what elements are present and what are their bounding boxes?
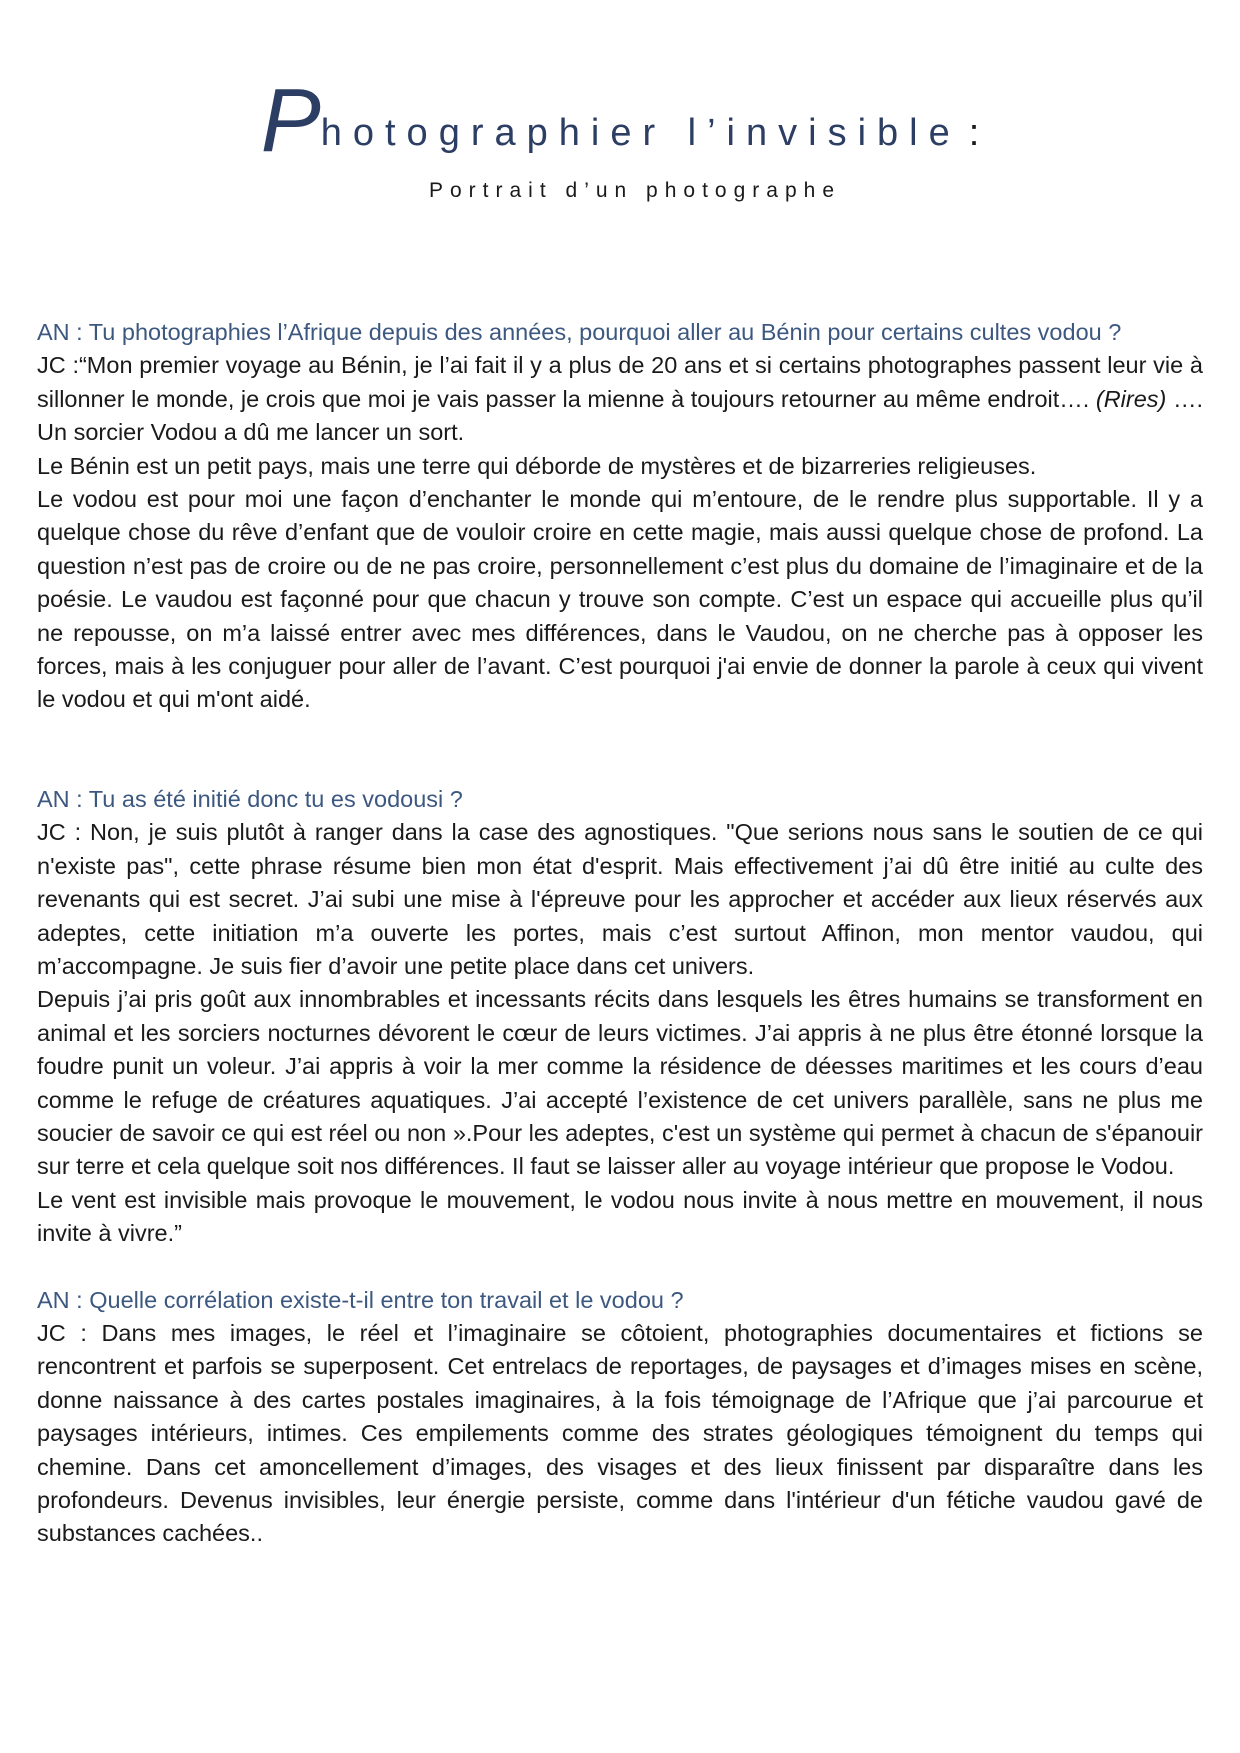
answer-1-text-a: JC :“Mon premier voyage au Bénin, je l’ai fait il y a plus de 20 ans et si certains photographes passent leur vie à sillonner le monde, je crois que moi je vais passer la mienne à toujours retourner au même endroit…. <box>37 352 1203 412</box>
section-spacer <box>37 717 1203 783</box>
title-block <box>0 70 1240 203</box>
answer-2-paragraph-3: Le vent est invisible mais provoque le mouvement, le vodou nous invite à nous mettre en mouvement, il nous invite à vivre.” <box>37 1186 1203 1247</box>
question-1: AN : Tu photographies l’Afrique depuis des années, pourquoi aller au Bénin pour certains cultes vodou ? <box>37 319 1122 345</box>
interview-body <box>37 316 1203 1551</box>
page-subtitle: Portrait d’un photographe <box>429 179 841 202</box>
section-spacer <box>37 1251 1203 1284</box>
title-initial: P <box>260 71 321 171</box>
answer-1-paragraph-2: Le Bénin est un petit pays, mais une terre qui déborde de mystères et de bizarreries religieuses. <box>37 452 1037 479</box>
page-title <box>261 70 980 173</box>
answer-3-paragraph-1: JC : Dans mes images, le réel et l’imaginaire se côtoient, photographies documentaires et fictions se rencontrent et parfois se superposent. Cet entrelacs de reportages, de paysages et d’images mises en scène, donne naissance à des cartes postales imaginaires, à la fois témoignage de l’Afrique que j’ai parcourue et paysages intérieurs, intimes. Ces empilements comme des strates géologiques témoignent du temps qui chemine. Dans cet amoncellement d’images, des visages et des lieux finissent par disparaître dans les profondeurs. Devenus invisibles, leur énergie persiste, comme dans l'intérieur d'un fétiche vaudou gavé de substances cachées.. <box>37 1319 1203 1547</box>
answer-1-italic: (Rires) <box>1095 385 1167 412</box>
answer-1-paragraph-3: Le vodou est pour moi une façon d’enchanter le monde qui m’entoure, de le rendre plus supportable. Il y a quelque chose du rêve d’enfant que de vouloir croire en cette magie, mais aussi quelque chose de profond. La question n’est pas de croire ou de ne pas croire, personnellement c’est plus du domaine de l’imaginaire et de la poésie. Le vaudou est façonné pour que chacun y trouve son compte. C’est un espace qui accueille plus qu’il ne repousse, on m’a laissé entrer avec mes différences, dans le Vaudou, on ne cherche pas à opposer les forces, mais à les conjuguer pour aller de l’avant. C’est pourquoi j'ai envie de donner la parole à ceux qui vivent le vodou et qui m'ont aidé. <box>37 486 1203 713</box>
question-2: AN : Tu as été initié donc tu es vodousi ? <box>37 785 463 812</box>
answer-1-text-b: …. Un sorcier Vodou a dû me lancer un sort. <box>37 385 1203 446</box>
title-text: hotographier l’invisible <box>320 112 961 154</box>
answer-2-paragraph-2: Depuis j’ai pris goût aux innombrables et incessants récits dans lesquels les êtres humains se transforment en animal et les sorciers nocturnes dévorent le cœur de leurs victimes. J’ai appris à ne plus être étonné lorsque la foudre punit un voleur. J’ai appris à voir la mer comme la résidence de déesses maritimes et les cours d’eau comme le refuge de créatures aquatiques. J’ai accepté l’existence de cet univers parallèle, sans ne plus me soucier de savoir ce qui est réel ou non ».Pour les adeptes, c'est un système qui permet à chacun de s'épanouir sur terre et cela quelque soit nos différences. Il faut se laisser aller au voyage intérieur que propose le Vodou. <box>37 986 1203 1180</box>
answer-2-paragraph-1: JC : Non, je suis plutôt à ranger dans la case des agnostiques. "Que serions nous sans le soutien de ce qui n'existe pas", cette phrase résume bien mon état d'esprit. Mais effectivement j’ai dû être initié au culte des revenants qui est secret. J’ai subi une mise à l'épreuve pour les approcher et accéder aux lieux réservés aux adeptes, cette initiation m’a ouverte les portes, mais c’est surtout Affinon, mon mentor vaudou, qui m’accompagne. Je suis fier d’avoir une petite place dans cet univers. <box>37 819 1203 979</box>
answer-1-paragraph-1 <box>37 349 1203 449</box>
question-3: AN : Quelle corrélation existe-t-il entre ton travail et le vodou ? <box>37 1286 684 1313</box>
title-colon: : <box>968 112 980 154</box>
